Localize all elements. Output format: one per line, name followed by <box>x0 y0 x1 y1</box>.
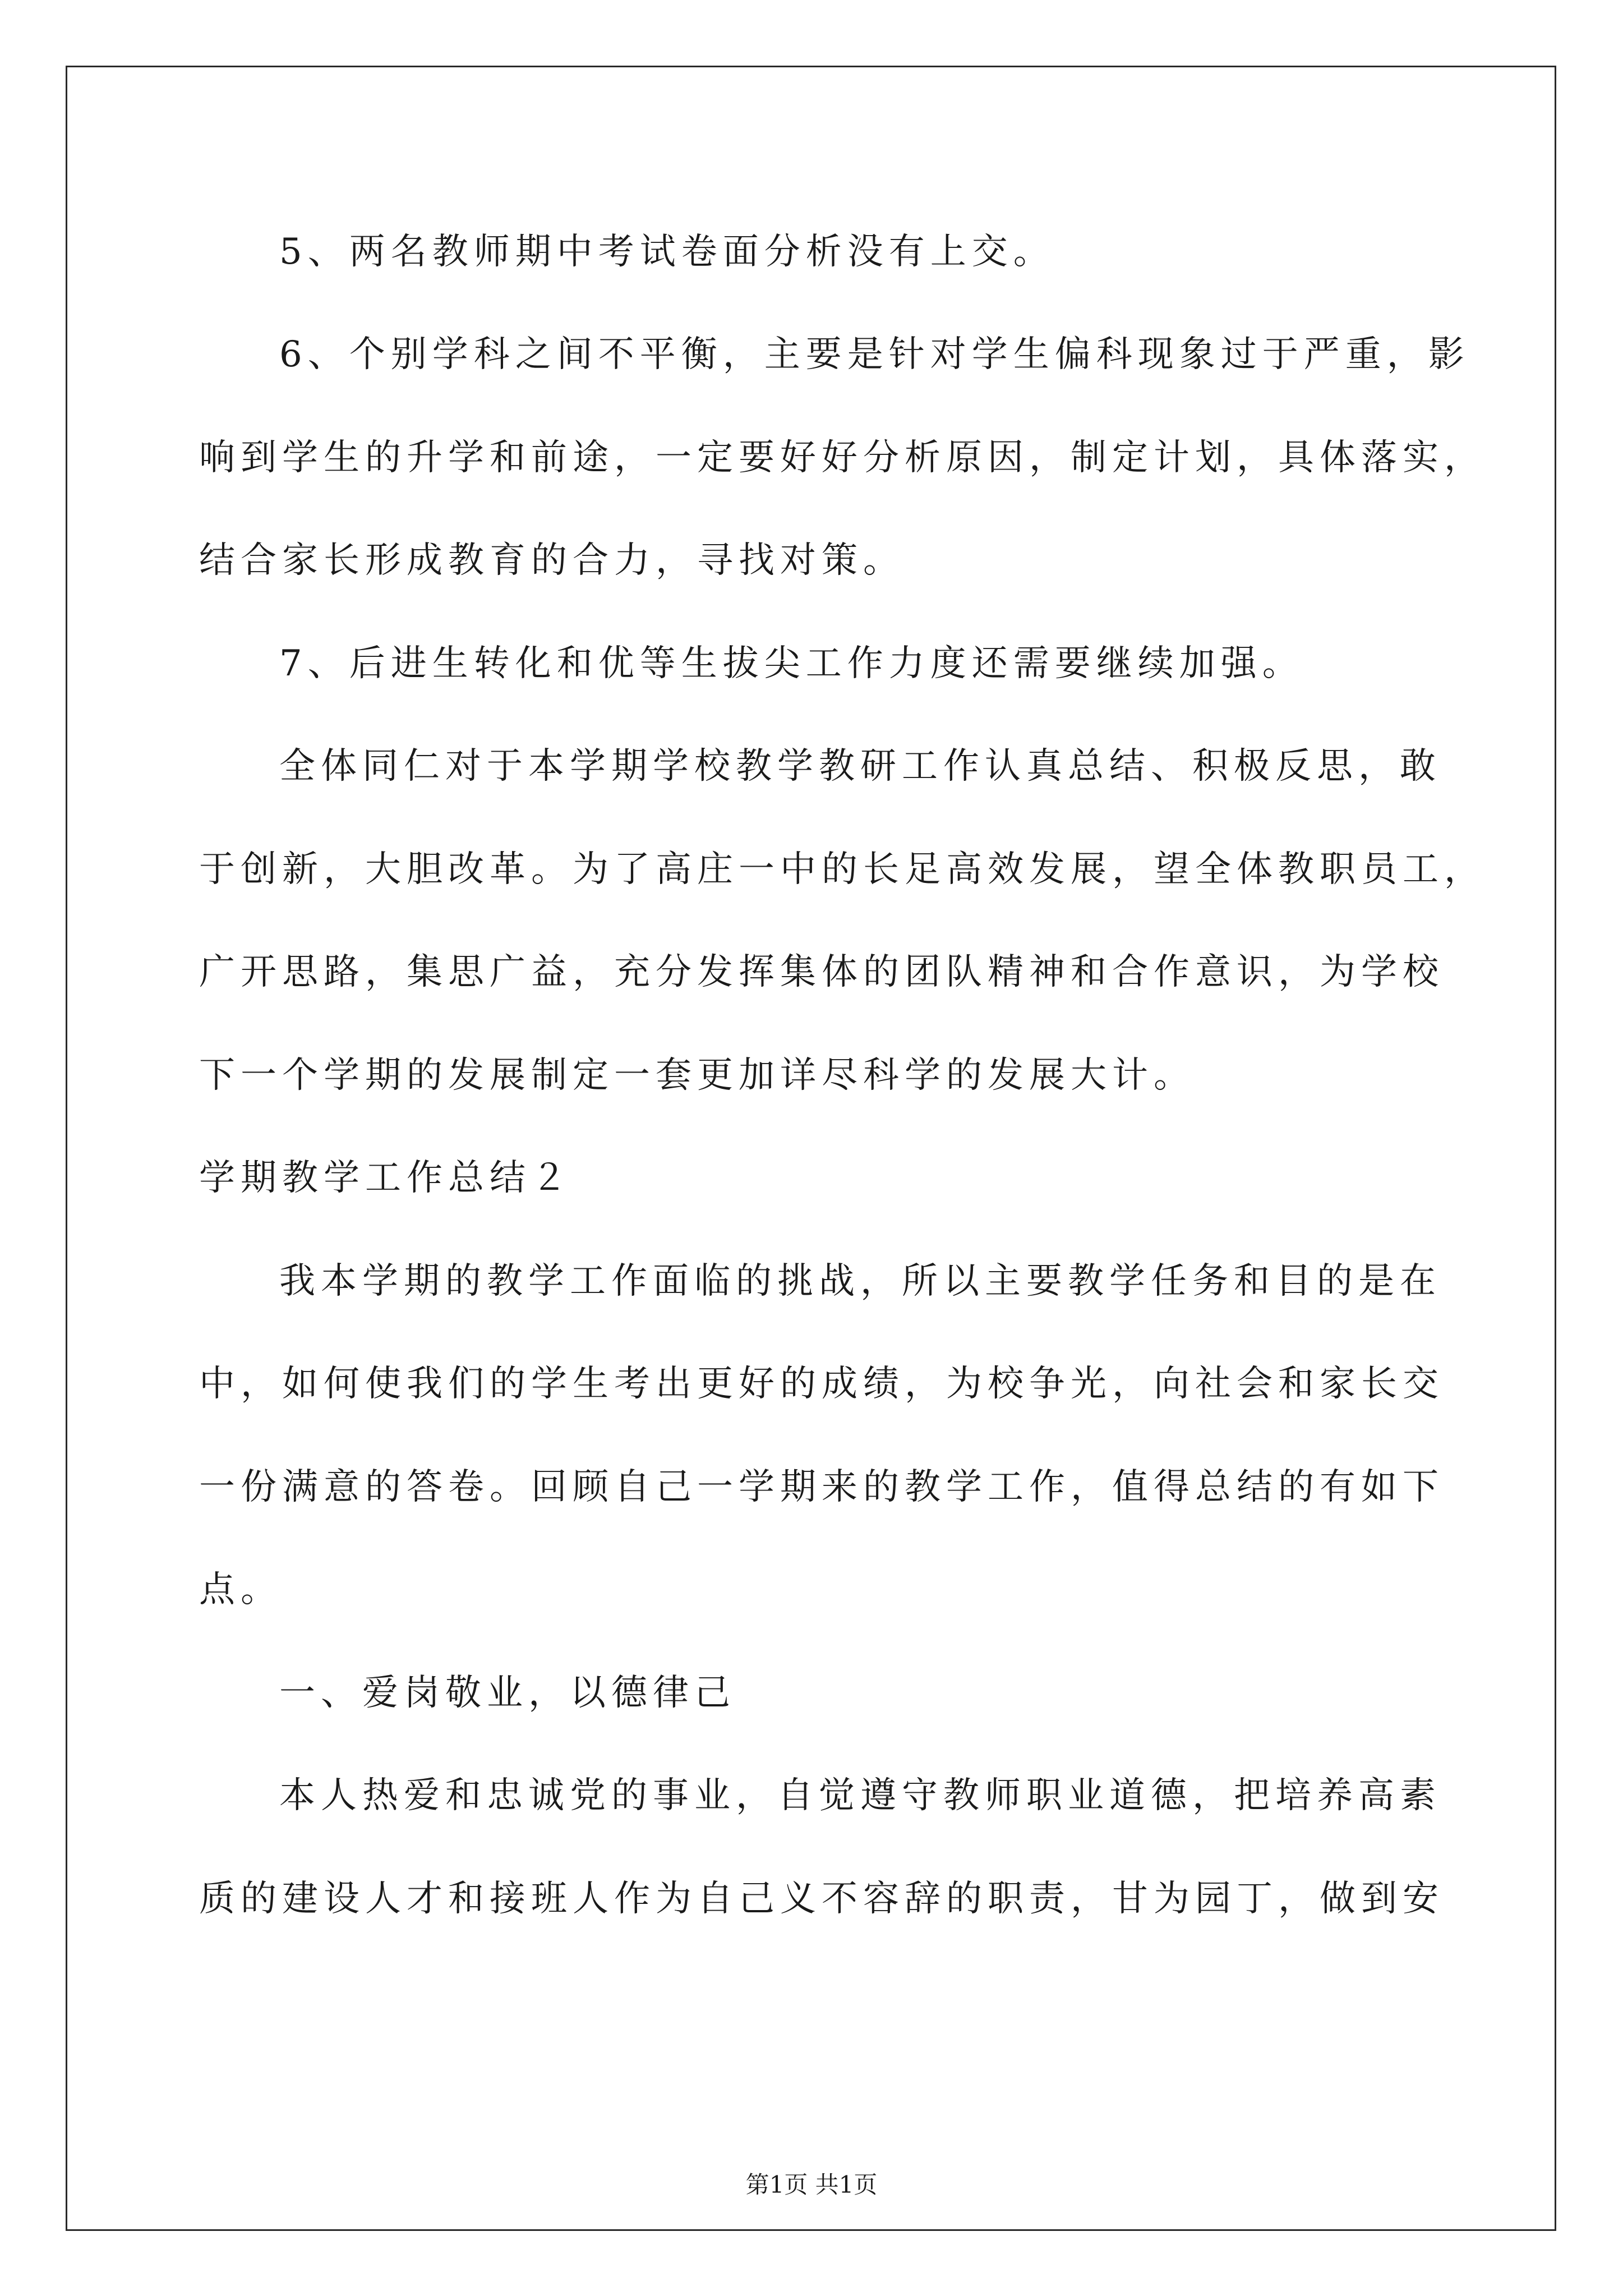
paragraph-intro-line-1: 我本学期的教学工作面临的挑战，所以主要教学任务和目的是在 <box>279 1260 1441 1302</box>
paragraph-item-5: 5、两名教师期中考试卷面分析没有上交。 <box>279 231 1055 273</box>
paragraph-intro-line-3: 一份满意的答卷。回顾自己一学期来的教学工作，值得总结的有如下 <box>199 1466 1444 1508</box>
paragraph-dedication-line-1: 本人热爱和忠诚党的事业，自觉遵守教师职业道德，把培养高素 <box>279 1775 1441 1816</box>
paragraph-summary-line-2: 于创新，大胆改革。为了高庄一中的长足高效发展，望全体教职员工， <box>199 849 1486 890</box>
paragraph-item-6-line-2: 响到学生的升学和前途，一定要好好分析原因，制定计划，具体落实， <box>199 437 1486 478</box>
paragraph-item-7: 7、后进生转化和优等生拔尖工作力度还需要继续加强。 <box>279 643 1304 684</box>
section-heading: 学期教学工作总结２ <box>199 1157 573 1199</box>
paragraph-summary-line-4: 下一个学期的发展制定一套更加详尽科学的发展大计。 <box>199 1055 1195 1096</box>
paragraph-item-6-line-3: 结合家长形成教育的合力，寻找对策。 <box>199 540 905 581</box>
subheading-1: 一、爱岗敬业，以德律己 <box>279 1672 736 1714</box>
paragraph-intro-line-2: 中，如何使我们的学生考出更好的成绩，为校争光，向社会和家长交 <box>199 1363 1444 1405</box>
paragraph-intro-line-4: 点。 <box>199 1569 282 1611</box>
paragraph-summary-line-3: 广开思路，集思广益，充分发挥集体的团队精神和合作意识，为学校 <box>199 951 1444 993</box>
paragraph-dedication-line-2: 质的建设人才和接班人作为自己义不容辞的职责，甘为园丁，做到安 <box>199 1878 1444 1920</box>
paragraph-summary-line-1: 全体同仁对于本学期学校教学教研工作认真总结、积极反思，敢 <box>279 746 1441 787</box>
page-number-footer: 第1页 共1页 <box>745 2171 878 2198</box>
paragraph-item-6-line-1: 6、个别学科之间不平衡，主要是针对学生偏科现象过于严重，影 <box>279 334 1470 375</box>
